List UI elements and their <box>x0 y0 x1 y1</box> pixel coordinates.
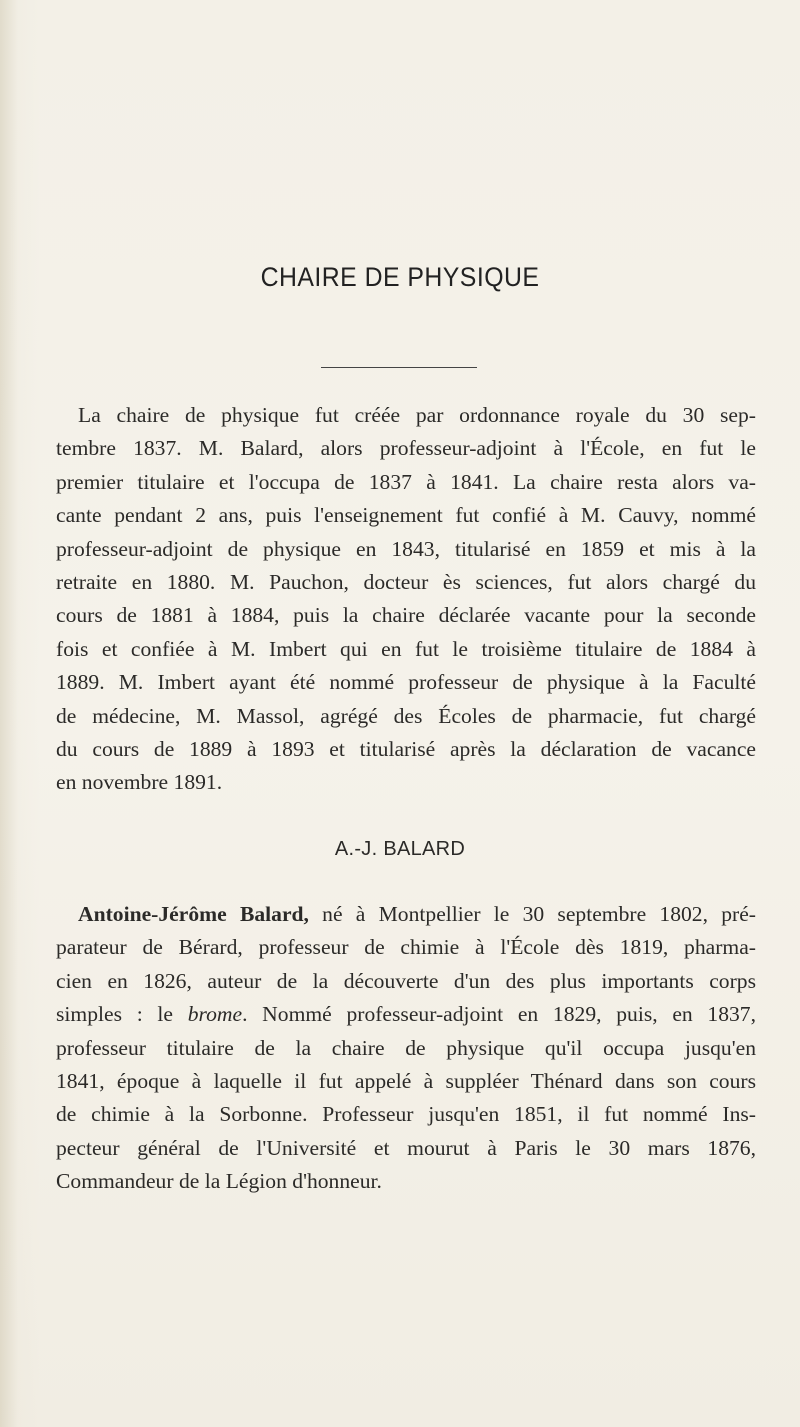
intro-line: tembre 1837. M. Balard, alors professeur-adjoint à l'École, en fut le <box>56 436 756 461</box>
intro-line: retraite en 1880. M. Pauchon, docteur ès sciences, fut alors chargé du <box>56 569 756 594</box>
intro-line: fois et confiée à M. Imbert qui en fut le troisième titulaire de 1884 à <box>56 636 756 661</box>
bio-text: . Nommé professeur-adjoint en 1829, puis, en 1837, <box>242 1002 756 1027</box>
bio-italic-term: brome <box>187 1002 243 1027</box>
intro-line: du cours de 1889 à 1893 et titularisé après la déclaration de vacance <box>56 736 756 761</box>
bio-line: de chimie à la Sorbonne. Professeur jusqu'en 1851, il fut nommé Ins- <box>56 1102 756 1127</box>
bio-text: né à Montpellier le 30 septembre 1802, pré- <box>308 902 756 926</box>
bio-line: cien en 1826, auteur de la découverte d'un des plus importants corps <box>56 968 756 993</box>
intro-line: professeur-adjoint de physique en 1843, titularisé en 1859 et mis à la <box>56 536 756 561</box>
page-title: CHAIRE DE PHYSIQUE <box>260 262 540 292</box>
intro-line: 1889. M. Imbert ayant été nommé professeur de physique à la Faculté <box>56 670 756 695</box>
bio-line <box>56 998 756 1031</box>
intro-line: en novembre 1891. <box>56 770 223 795</box>
bio-paragraph <box>56 898 756 1199</box>
intro-line: de médecine, M. Massol, agrégé des Écoles de pharmacie, fut chargé <box>56 703 756 728</box>
title-divider <box>321 367 477 368</box>
bio-line: parateur de Bérard, professeur de chimie à l'École dès 1819, pharma- <box>56 935 756 960</box>
bio-text: simples : le <box>56 1002 188 1027</box>
intro-line: cours de 1881 à 1884, puis la chaire déclarée vacante pour la seconde <box>56 603 756 628</box>
bio-line: pecteur général de l'Université et mourut à Paris le 30 mars 1876, <box>56 1135 756 1160</box>
intro-line: La chaire de physique fut créée par ordonnance royale du 30 sep- <box>78 403 756 427</box>
bio-line: professeur titulaire de la chaire de physique qu'il occupa jusqu'en <box>56 1035 756 1060</box>
bio-line: Commandeur de la Légion d'honneur. <box>56 1169 382 1194</box>
bio-line: 1841, époque à laquelle il fut appelé à suppléer Thénard dans son cours <box>56 1068 756 1093</box>
intro-line: premier titulaire et l'occupa de 1837 à 1841. La chaire resta alors va- <box>56 469 756 494</box>
section-heading: A.-J. BALARD <box>334 838 466 860</box>
intro-line: cante pendant 2 ans, puis l'enseignement fut confié à M. Cauvy, nommé <box>56 503 756 528</box>
bio-line <box>56 898 756 931</box>
bio-name: Antoine-Jérôme Balard, <box>78 902 309 926</box>
intro-paragraph <box>56 399 756 800</box>
